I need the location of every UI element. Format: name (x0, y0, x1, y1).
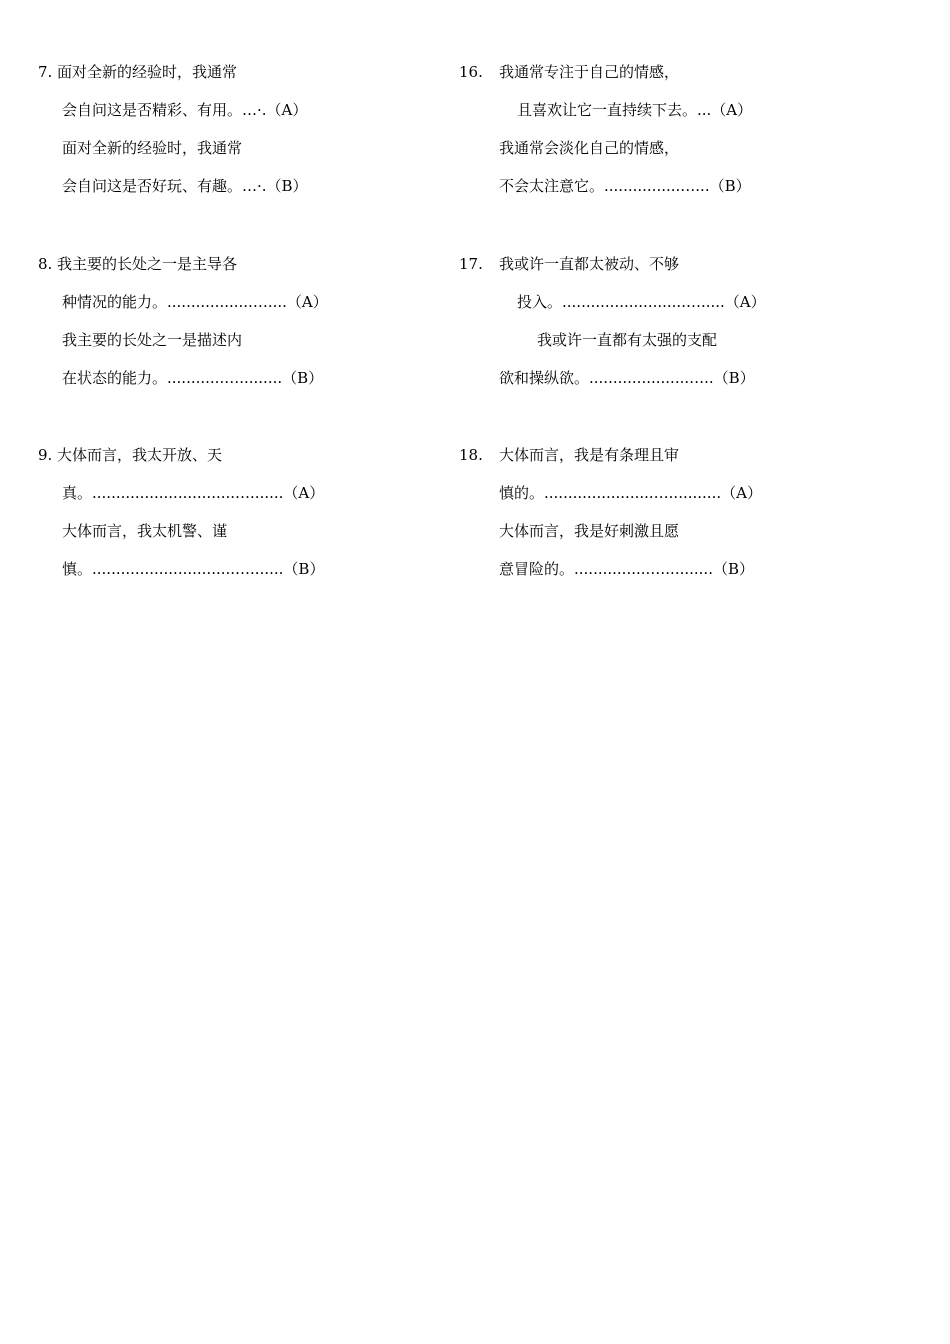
option-a-line-1: 大体而言，我是有条理且审 (499, 446, 680, 464)
option-a-line-1: 我主要的长处之一是主导各 (57, 255, 238, 273)
option-b-line-2: 会自问这是否好玩、有趣。…·.（B） (62, 177, 308, 195)
option-b-line-2: 不会太注意它。................…...（B） (499, 177, 751, 195)
option-b-line-2: 在状态的能力。............….........（B） (62, 369, 324, 387)
option-a-line-2: 真。..............................….......（A） (62, 484, 325, 502)
option-b-line-1: 面对全新的经验时，我通常 (62, 139, 243, 157)
option-a-line-1: 大体而言，我太开放、天 (57, 446, 223, 464)
option-a-line-2: 种情况的能力。..................…....（A） (62, 293, 328, 311)
question-number: 8. (38, 255, 53, 273)
option-a-line-2: 会自问这是否精彩、有用。…·.（A） (62, 101, 308, 119)
question-number: 17. (459, 255, 483, 273)
option-a-line-1: 面对全新的经验时，我通常 (57, 63, 238, 81)
question-number: 9. (38, 446, 53, 464)
option-b-line-1: 我或许一直都有太强的支配 (537, 331, 718, 349)
option-b-line-1: 大体而言，我是好刺激且愿 (499, 522, 680, 540)
option-a-line-2: 且喜欢让它一直持续下去。...（A） (517, 101, 753, 119)
option-b-line-2: 意冒险的。................…..........（B） (499, 560, 754, 578)
option-a-line-1: 我通常专注于自己的情感， (499, 63, 680, 81)
question-number: 7. (38, 63, 53, 81)
option-a-line-1: 我或许一直都太被动、不够 (499, 255, 680, 273)
option-b-line-2: 慎。..............................….......（B） (62, 560, 325, 578)
option-a-line-2: 投入。..........................….....（A） (517, 293, 766, 311)
option-a-line-2: 慎的。.......................…...........（A） (499, 484, 762, 502)
option-b-line-1: 我通常会淡化自己的情感， (499, 139, 680, 157)
option-b-line-1: 我主要的长处之一是描述内 (62, 331, 243, 349)
question-number: 16. (459, 63, 483, 81)
option-b-line-1: 大体而言，我太机警、谨 (62, 522, 228, 540)
option-b-line-2: 欲和操纵欲。.....................…..（B） (499, 369, 755, 387)
question-number: 18. (459, 446, 483, 464)
